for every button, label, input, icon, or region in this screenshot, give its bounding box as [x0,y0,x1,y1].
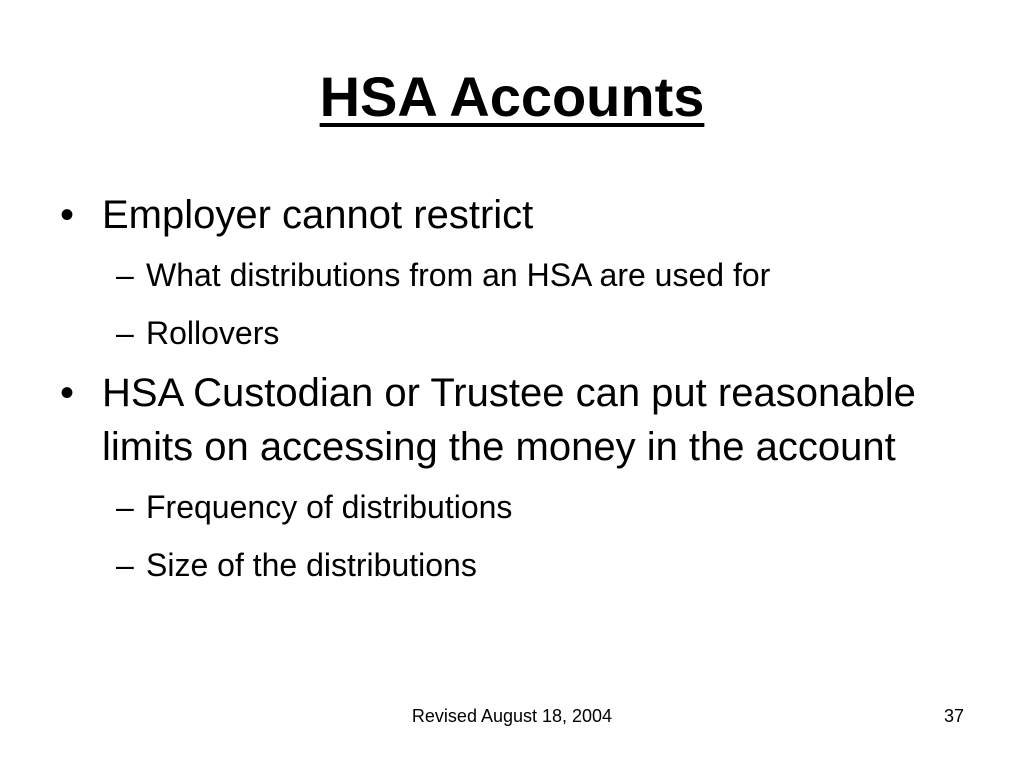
sub-bullet-item [60,304,960,362]
bullet-text: Employer cannot restrict [102,193,534,237]
sub-bullet-text: Frequency of distributions [146,489,513,525]
sub-bullet-text: Size of the distributions [146,547,477,583]
sub-bullet-item [60,478,960,536]
bullet-item [60,188,960,242]
dash-marker: – [116,547,134,583]
slide-title: HSA Accounts [319,65,705,128]
sub-bullet-text: Rollovers [146,315,280,351]
sub-bullet-list [60,246,960,362]
dash-marker: – [116,315,134,351]
bullet-marker: • [60,371,75,415]
footer-revision-date: Revised August 18, 2004 [411,706,613,726]
sub-bullet-item [60,246,960,304]
dash-marker: – [116,489,134,525]
bullet-text: HSA Custodian or Trustee can put reasonable limits on accessing the money in the account [102,371,916,469]
bullet-list [60,188,960,598]
dash-marker: – [116,257,134,293]
sub-bullet-text: What distributions from an HSA are used for [146,257,771,293]
sub-bullet-list [60,478,960,594]
sub-bullet-item [60,536,960,594]
bullet-item [60,366,960,474]
page-number: 37 [943,706,964,726]
bullet-marker: • [60,193,75,237]
